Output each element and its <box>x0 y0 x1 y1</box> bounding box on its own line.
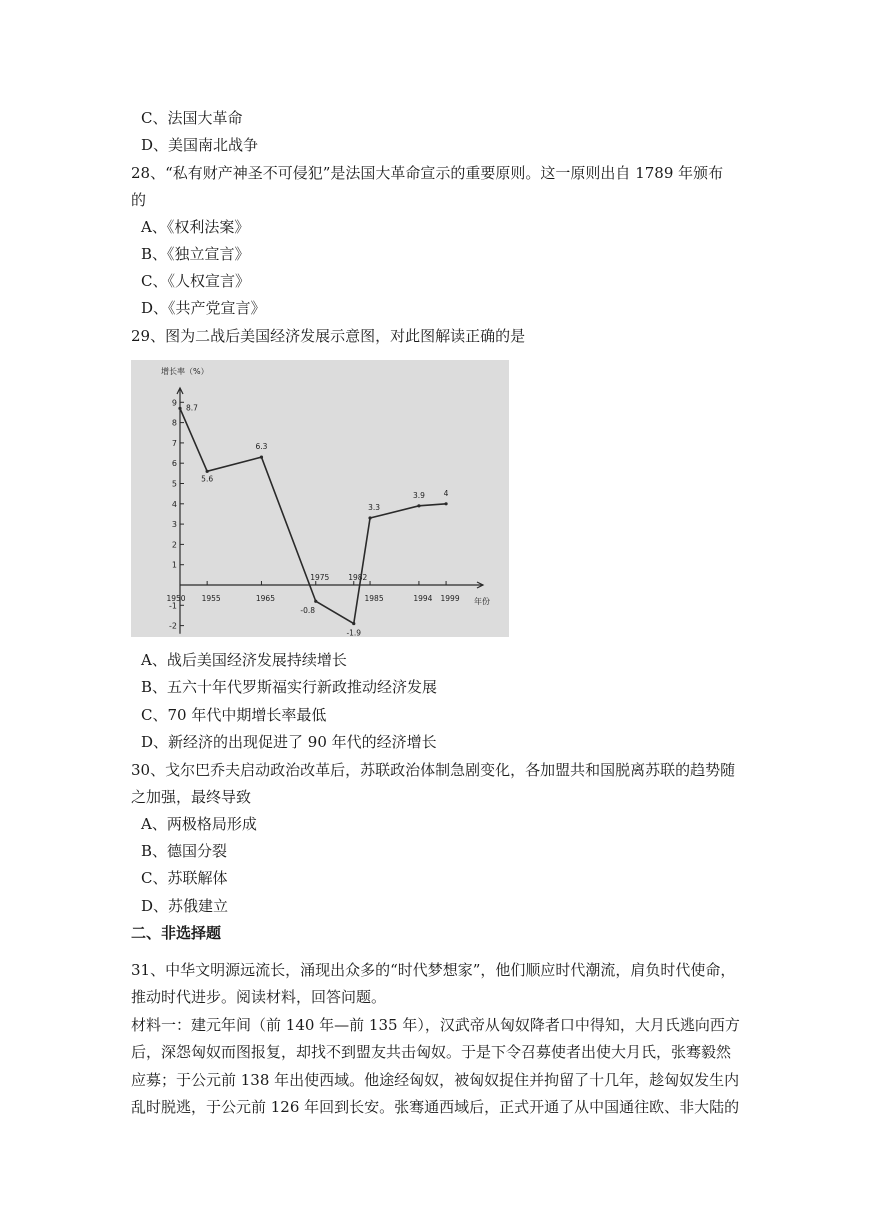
question-28-stem-line1: 28、“私有财产神圣不可侵犯”是法国大革命宣示的重要原则。这一原则出自 1789 年颁布 <box>131 164 724 182</box>
chart-svg <box>131 360 509 637</box>
option-27d: D、美国南北战争 <box>141 136 259 154</box>
option-29b: B、五六十年代罗斯福实行新政推动经济发展 <box>141 678 438 696</box>
data-label: 3.9 <box>412 490 425 500</box>
y-tick-label: 6 <box>171 459 177 469</box>
option-29d: D、新经济的出现促进了 90 年代的经济增长 <box>141 733 437 751</box>
data-label: 8.7 <box>186 403 198 413</box>
question-28-stem-line2: 的 <box>131 191 147 209</box>
x-tick-label: 1955 <box>201 594 221 603</box>
data-point <box>178 407 181 410</box>
y-tick-label: 8 <box>171 418 177 428</box>
data-point <box>368 516 371 519</box>
y-tick-label: 7 <box>171 438 177 448</box>
question-29-stem: 29、图为二战后美国经济发展示意图，对此图解读正确的是 <box>131 327 526 345</box>
question-30-stem-line1: 30、戈尔巴乔夫启动政治改革后，苏联政治体制急剧变化，各加盟共和国脱离苏联的趋势随 <box>131 761 736 779</box>
y-tick-label: 5 <box>171 479 177 489</box>
data-point <box>444 502 447 505</box>
x-tick-label: 1975 <box>310 573 330 582</box>
data-point <box>352 622 355 625</box>
option-30c: C、苏联解体 <box>141 869 228 887</box>
data-point <box>260 456 263 459</box>
x-tick-label: 1985 <box>364 594 384 603</box>
section-heading: 二、非选择题 <box>131 924 222 942</box>
option-28d: D、《共产党宣言》 <box>141 299 266 317</box>
x-tick-label: 1994 <box>413 594 433 603</box>
material-1-line3: 应募；于公元前 138 年出使西域。他途经匈奴，被匈奴捉住并拘留了十几年，趁匈奴发生内 <box>131 1071 740 1089</box>
y-tick-label: 2 <box>171 540 177 550</box>
option-29c: C、70 年代中期增长率最低 <box>141 706 327 724</box>
option-30d: D、苏俄建立 <box>141 897 229 915</box>
data-point <box>314 600 317 603</box>
data-label: 5.6 <box>201 474 214 484</box>
data-point <box>417 504 420 507</box>
y-tick-label: -1 <box>169 601 177 611</box>
x-axis-label: 年份 <box>474 597 490 606</box>
data-label: -1.9 <box>346 628 362 637</box>
option-28b: B、《独立宣言》 <box>141 245 250 263</box>
x-tick-label: 1982 <box>348 573 368 582</box>
data-label: 3.3 <box>368 503 381 513</box>
option-28a: A、《权利法案》 <box>141 218 250 236</box>
material-1-line1: 材料一：建元年间（前 140 年—前 135 年），汉武帝从匈奴降者口中得知，大月氏逃向西方 <box>131 1016 740 1034</box>
x-tick-label: 1965 <box>255 594 275 603</box>
y-tick-label: 1 <box>171 560 177 570</box>
x-tick-label: 1950 <box>166 594 186 603</box>
series-line <box>180 408 446 623</box>
option-30a: A、两极格局形成 <box>141 815 257 833</box>
y-tick-label: -2 <box>169 621 177 631</box>
option-30b: B、德国分裂 <box>141 842 228 860</box>
y-axis-label: 增长率（%） <box>161 367 209 376</box>
data-label: 6.3 <box>255 442 268 452</box>
option-28c: C、《人权宣言》 <box>141 272 250 290</box>
option-29a: A、战后美国经济发展持续增长 <box>141 651 347 669</box>
question-31-stem-line2: 推动时代进步。阅读材料，回答问题。 <box>131 988 387 1006</box>
question-31-stem-line1: 31、中华文明源远流长，涌现出众多的“时代梦想家”，他们顺应时代潮流，肩负时代使命， <box>131 961 736 979</box>
data-point <box>206 470 209 473</box>
y-tick-label: 4 <box>171 499 177 509</box>
material-1-line2: 后，深怨匈奴而图报复，却找不到盟友共击匈奴。于是下令召募使者出使大月氏，张骞毅然 <box>131 1043 732 1061</box>
us-economy-chart <box>131 360 509 637</box>
y-tick-label: 3 <box>171 520 177 530</box>
question-30-stem-line2: 之加强，最终导致 <box>131 788 252 806</box>
material-1-line4: 乱时脱逃，于公元前 126 年回到长安。张骞通西域后，正式开通了从中国通往欧、非大陆的 <box>131 1098 740 1116</box>
data-label: -0.8 <box>300 606 316 616</box>
x-tick-label: 1999 <box>440 594 460 603</box>
option-27c: C、法国大革命 <box>141 109 243 127</box>
data-label: 4 <box>443 488 449 498</box>
y-tick-label: 9 <box>171 398 177 408</box>
